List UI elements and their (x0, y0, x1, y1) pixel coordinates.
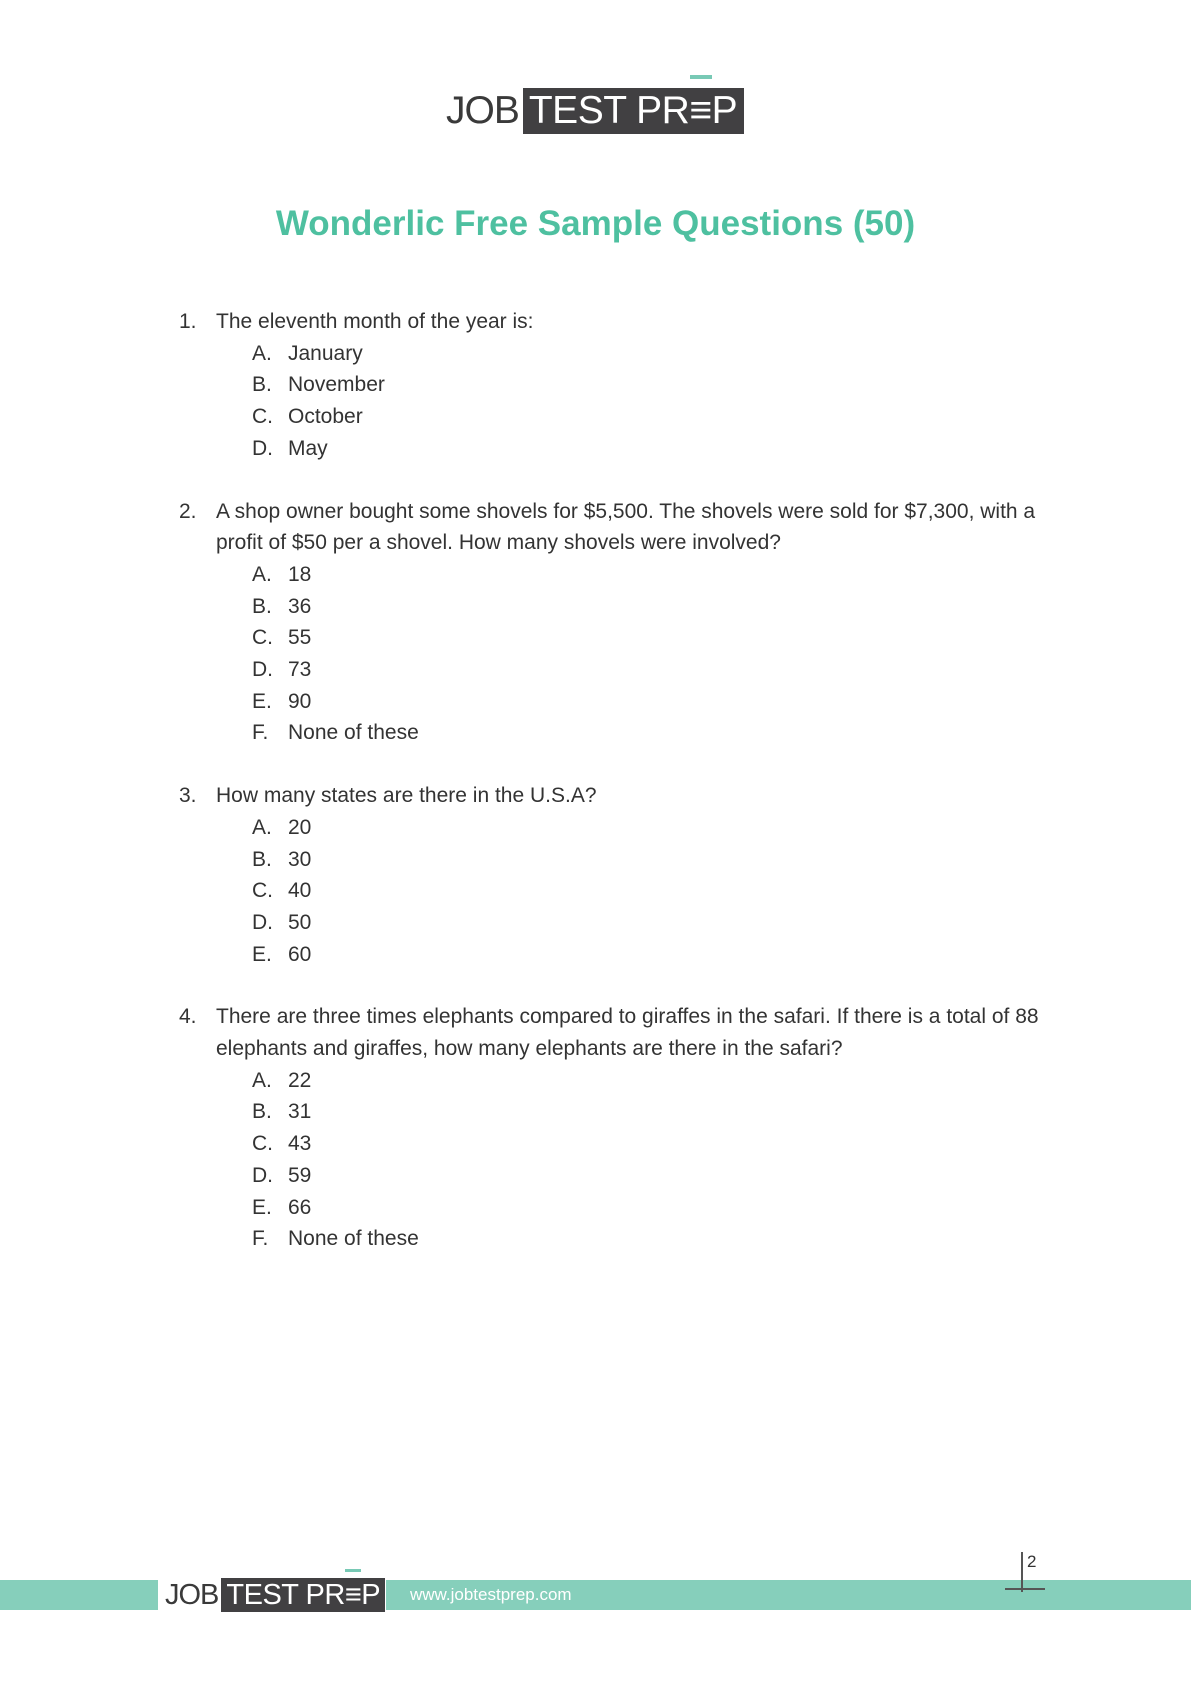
option-text: 40 (288, 879, 312, 903)
option-text: October (288, 405, 363, 429)
answer-option (252, 1096, 1059, 1128)
answer-option (252, 717, 1059, 749)
answer-option (252, 433, 1059, 465)
page-number-marker-vertical (1021, 1552, 1023, 1592)
option-letter: B. (252, 594, 272, 618)
question-row (179, 1001, 1059, 1064)
option-text: 43 (288, 1132, 312, 1156)
question-item (179, 780, 1059, 970)
footer-logo-test-prep-label: TEST PR≡P (226, 1579, 381, 1611)
answer-option (252, 1160, 1059, 1192)
question-row (179, 496, 1059, 559)
question-text: There are three times elephants compared to giraffes in the safari. If there is a total of 88 elephants and giraffes, how many elephants are there in the safari? (216, 1005, 1039, 1061)
option-letter: A. (252, 562, 272, 586)
option-letter: B. (252, 847, 272, 871)
answer-option (252, 907, 1059, 939)
answer-option (252, 654, 1059, 686)
question-text: The eleventh month of the year is: (216, 310, 534, 333)
question-item (179, 496, 1059, 750)
question-number: 2. (179, 499, 197, 523)
answer-option (252, 1223, 1059, 1255)
option-text: 60 (288, 942, 312, 966)
answer-option (252, 591, 1059, 623)
page-number: 2 (1027, 1552, 1037, 1571)
footer-logo-accent-bar (345, 1569, 361, 1572)
answer-option (252, 338, 1059, 370)
option-letter: A. (252, 815, 272, 839)
option-text: 31 (288, 1100, 312, 1124)
footer-logo (165, 1578, 385, 1612)
option-letter: C. (252, 1132, 273, 1156)
option-letter: C. (252, 879, 273, 903)
question-list (179, 306, 1059, 1286)
question-item (179, 1001, 1059, 1255)
answer-option (252, 622, 1059, 654)
option-text: 22 (288, 1068, 312, 1092)
answer-option (252, 812, 1059, 844)
question-row (179, 780, 1059, 812)
option-text: 55 (288, 626, 312, 650)
question-number: 4. (179, 1005, 197, 1029)
option-text: 20 (288, 815, 312, 839)
option-letter: B. (252, 1100, 272, 1124)
page-title: Wonderlic Free Sample Questions (50) (275, 204, 916, 243)
answer-options (179, 1065, 1059, 1255)
option-text: January (288, 341, 363, 365)
logo-test-prep-label: TEST PR≡P (528, 89, 738, 132)
option-text: May (288, 436, 328, 460)
answer-option (252, 559, 1059, 591)
question-number: 3. (179, 784, 197, 808)
option-text: November (288, 373, 385, 397)
logo-accent-bar (690, 75, 712, 79)
page-number-marker-horizontal (1005, 1588, 1045, 1590)
option-letter: E. (252, 942, 272, 966)
option-text: None of these (288, 721, 419, 745)
question-number: 1. (179, 310, 197, 333)
answer-option (252, 1192, 1059, 1224)
answer-options (179, 338, 1059, 465)
question-item (179, 306, 1059, 465)
option-letter: D. (252, 436, 273, 460)
option-text: 66 (288, 1195, 312, 1219)
answer-option (252, 369, 1059, 401)
option-text: 18 (288, 562, 312, 586)
footer-logo-test-prep-text (221, 1578, 385, 1612)
option-letter: D. (252, 910, 273, 934)
option-letter: F. (252, 721, 269, 745)
option-letter: D. (252, 658, 273, 682)
answer-options (179, 812, 1059, 971)
option-letter: A. (252, 1068, 272, 1092)
option-text: 90 (288, 689, 312, 713)
answer-option (252, 1065, 1059, 1097)
answer-options (179, 559, 1059, 749)
option-text: None of these (288, 1227, 419, 1251)
option-letter: C. (252, 405, 273, 429)
answer-option (252, 686, 1059, 718)
option-letter: B. (252, 373, 272, 397)
option-text: 59 (288, 1163, 312, 1187)
option-letter: F. (252, 1227, 269, 1251)
question-text: A shop owner bought some shovels for $5,500. The shovels were sold for $7,300, with a profit of $50 per a shovel. How many shovels were involved? (216, 499, 1036, 555)
option-letter: C. (252, 626, 273, 650)
footer-url-link[interactable]: www.jobtestprep.com (410, 1585, 572, 1604)
option-text: 30 (288, 847, 312, 871)
option-text: 50 (288, 910, 312, 934)
answer-option (252, 1128, 1059, 1160)
option-letter: A. (252, 341, 272, 365)
header-logo (446, 88, 744, 134)
answer-option (252, 875, 1059, 907)
option-text: 36 (288, 594, 312, 618)
answer-option (252, 844, 1059, 876)
answer-option (252, 401, 1059, 433)
option-letter: D. (252, 1163, 273, 1187)
logo-job-text: JOB (446, 89, 519, 132)
answer-option (252, 939, 1059, 971)
option-letter: E. (252, 689, 272, 713)
footer-logo-job-text: JOB (165, 1579, 219, 1611)
logo-test-prep-text (523, 88, 744, 134)
question-text: How many states are there in the U.S.A? (216, 784, 597, 808)
question-row (179, 306, 1059, 338)
option-letter: E. (252, 1195, 272, 1219)
option-text: 73 (288, 658, 312, 682)
